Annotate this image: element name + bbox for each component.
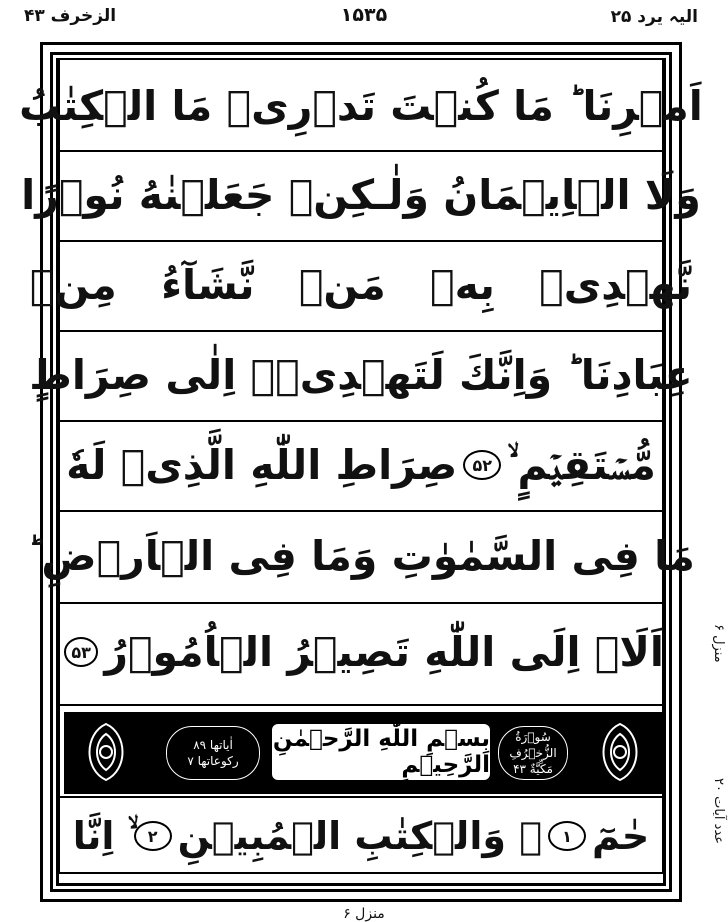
verse-line-7 <box>58 604 664 700</box>
surah-type: مَكِّيَّةٌ ۴۳ <box>513 762 553 776</box>
page-number: ۱۵۳۵ <box>340 4 388 26</box>
verse-text: حٰمٓ <box>592 814 650 858</box>
verse-line-2: وَلَا الۡاِيۡمَانُ وَلٰـكِنۡ جَعَلۡنٰهُ نُوۡرًا <box>21 171 701 219</box>
ruku-count-label: رکوعاتها ۷ <box>187 754 239 768</box>
floral-ornament-icon <box>74 720 138 784</box>
ayat-count-label: اٰیاتها ۸۹ <box>193 738 233 752</box>
juz-name-header: الیہ یرد ۲۵ <box>610 7 698 27</box>
manzil-footer: منزل ۶ <box>343 906 385 922</box>
ayah-number-marker: ۵۲ <box>463 450 501 480</box>
surah-name-box <box>498 726 568 780</box>
verse-line-3: نَّهۡدِىۡ بِهٖ مَنۡ نَّشَآءُ مِنۡ <box>29 261 693 309</box>
ayah-number-marker: ۲ <box>134 821 172 851</box>
surah-name-header: الزخرف ۴۳ <box>24 6 117 26</box>
floral-ornament-icon <box>588 720 652 784</box>
ayah-number-marker: ۱ <box>548 821 586 851</box>
surah-label: سُوۡرَةُ <box>515 730 551 744</box>
surah-header-banner <box>64 712 662 794</box>
verse-line-1: اَمۡرِنَا ؕ مَا كُنۡتَ تَدۡرِىۡ مَا الۡكِتٰبُ <box>19 82 703 130</box>
verse-line-6: مَا فِى السَّمٰوٰتِ وَمَا فِى الۡاَرۡضِ ؕ <box>27 532 695 580</box>
margin-note: عدد آیات ۲۰ <box>711 778 726 845</box>
surah-title: الزُّخۡرُفِ <box>509 746 557 760</box>
verse-text: اَلَاۤ اِلَى اللّٰهِ تَصِيۡرُ الۡاُمُوۡرُ <box>104 628 664 676</box>
verse-line-5 <box>58 422 664 508</box>
verse-text: ۚ وَالۡكِتٰبِ الۡمُبِيۡنِ <box>177 814 543 858</box>
line-separator <box>58 704 664 706</box>
bismillah: بِسۡمِ اللّٰهِ الرَّحۡمٰنِ الرَّحِيۡمِ <box>272 726 490 778</box>
ayat-count-box <box>166 726 260 780</box>
verse-text: مُّسۡتَقِيۡمٍ ۙ <box>507 440 656 489</box>
margin-note: منزل ۶ <box>711 624 726 663</box>
verse-text: ۙ اِنَّا <box>72 813 128 858</box>
verse-line-4: عِبَادِنَا ؕ وَاِنَّكَ لَتَهۡدِىۡۤ اِلٰى صِرَاطٍ <box>29 351 693 399</box>
ayah-number-marker: ۵۳ <box>64 637 98 667</box>
verse-line-9 <box>58 798 664 874</box>
verse-text: صِرَاطِ اللّٰهِ الَّذِىۡ لَهٗ <box>66 441 458 489</box>
